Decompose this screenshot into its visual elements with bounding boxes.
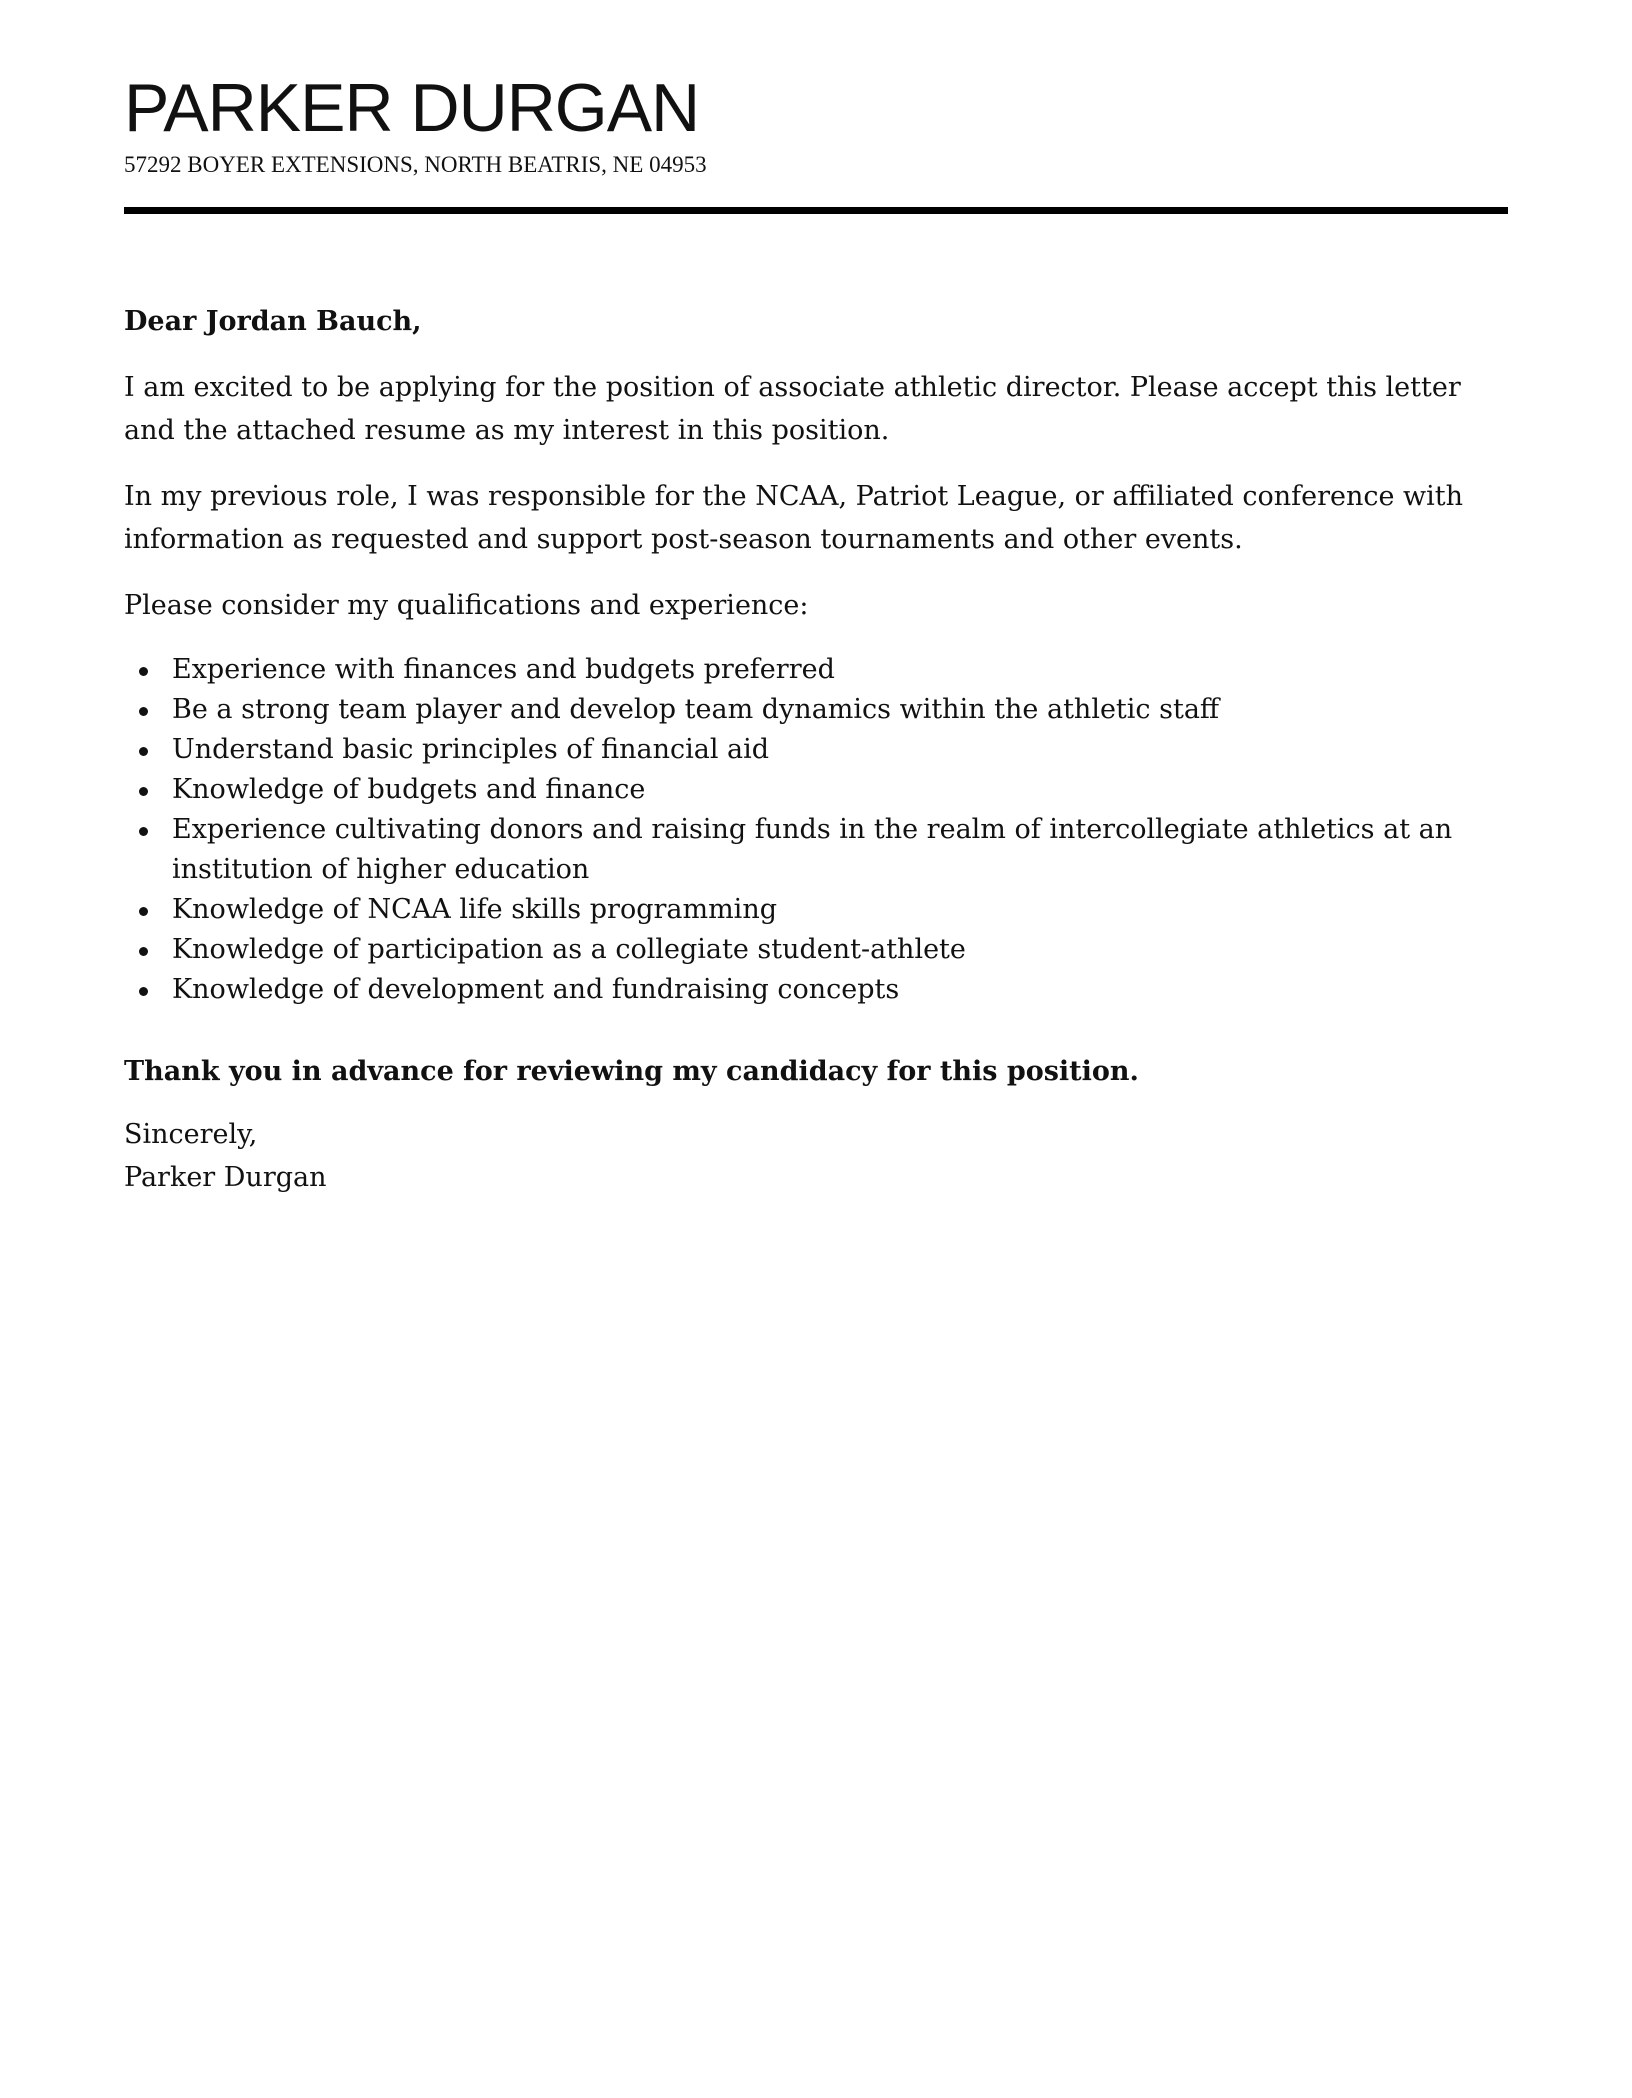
list-item bbox=[172, 770, 1508, 810]
closing-statement: Thank you in advance for reviewing my candidacy for this position. bbox=[124, 1056, 1139, 1087]
list-item-text: Be a strong team player and develop team dynamics within the athletic staff bbox=[172, 694, 1220, 725]
list-item bbox=[172, 930, 1508, 970]
paragraph-intro: I am excited to be applying for the position of associate athletic director. Please accept this letter and the attached resume as my interest in this position. bbox=[124, 372, 1461, 446]
list-item bbox=[172, 650, 1508, 690]
list-item-text: Experience with finances and budgets preferred bbox=[172, 654, 835, 685]
bullet-icon bbox=[139, 907, 148, 916]
list-item-text: Understand basic principles of financial aid bbox=[172, 734, 770, 765]
list-item-text: Knowledge of participation as a collegiate student-athlete bbox=[172, 934, 966, 965]
paragraph-previous-role: In my previous role, I was responsible for the NCAA, Patriot League, or affiliated conference with information as requested and support post-season tournaments and other events. bbox=[124, 481, 1464, 555]
bullet-icon bbox=[139, 987, 148, 996]
applicant-name: PARKER DURGAN bbox=[124, 70, 700, 146]
list-item bbox=[172, 970, 1508, 1010]
list-item bbox=[172, 810, 1508, 890]
bullet-icon bbox=[139, 667, 148, 676]
bullet-icon bbox=[139, 827, 148, 836]
qualifications-list bbox=[124, 650, 1508, 1010]
qualifications-intro: Please consider my qualifications and experience: bbox=[124, 590, 809, 621]
header-divider bbox=[124, 207, 1508, 214]
list-item-text: Knowledge of development and fundraising concepts bbox=[172, 974, 900, 1005]
bullet-icon bbox=[139, 707, 148, 716]
bullet-icon bbox=[139, 787, 148, 796]
list-item bbox=[172, 690, 1508, 730]
list-item-text: Knowledge of budgets and finance bbox=[172, 774, 646, 805]
letter-body bbox=[124, 300, 1508, 1199]
signature-name: Parker Durgan bbox=[124, 1162, 327, 1193]
list-item bbox=[172, 890, 1508, 930]
list-item bbox=[172, 730, 1508, 770]
salutation: Dear Jordan Bauch, bbox=[124, 306, 422, 337]
list-item-text: Experience cultivating donors and raising funds in the realm of intercollegiate athletics at an institution of higher education bbox=[172, 814, 1453, 885]
bullet-icon bbox=[139, 947, 148, 956]
applicant-address: 57292 BOYER EXTENSIONS, NORTH BEATRIS, NE 04953 bbox=[124, 152, 707, 177]
list-item-text: Knowledge of NCAA life skills programming bbox=[172, 894, 777, 925]
signoff: Sincerely, bbox=[124, 1119, 258, 1150]
signoff-block bbox=[124, 1113, 1508, 1199]
bullet-icon bbox=[139, 747, 148, 756]
